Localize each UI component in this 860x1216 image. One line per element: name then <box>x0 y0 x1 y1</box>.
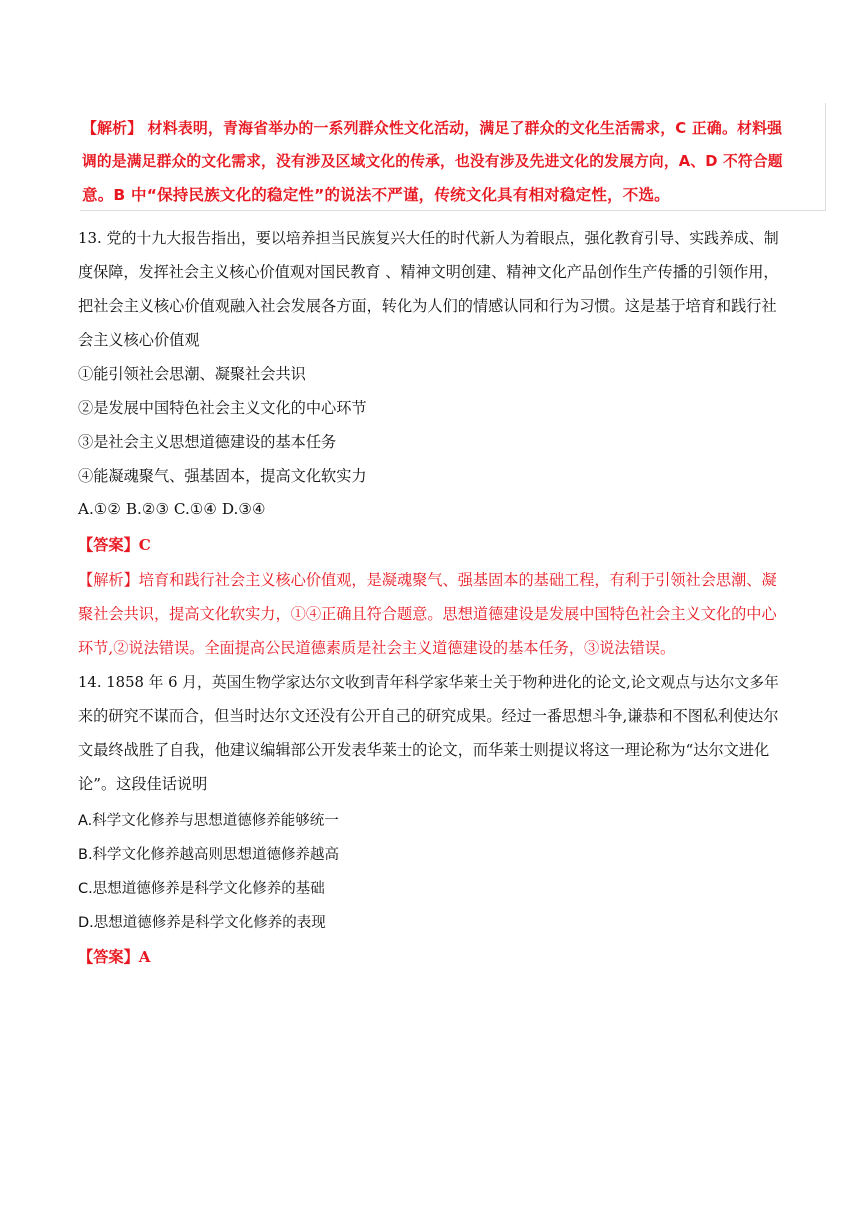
q13-analysis-line: 聚社会共识，提高文化软实力，①④正确且符合题意。思想道德建设是发展中国特色社会主义文化的中心 <box>78 605 777 623</box>
q14-option-b: B.科学文化修养越高则思想道德修养越高 <box>78 847 340 863</box>
answer-value: A <box>138 948 151 966</box>
q13-choices: A.①② B.②③ C.①④ D.③④ <box>78 500 266 518</box>
q12-analysis-line: 调的是满足群众的文化需求，没有涉及区域文化的传承，也没有涉及先进文化的发展方向，A、D 不符合题 <box>82 153 783 170</box>
q13-stem-line: 13. 党的十九大报告指出，要以培养担当民族复兴大任的时代新人为着眼点，强化教育引导、实践养成、制 <box>78 229 779 247</box>
q14-stem-line: 14. 1858 年 6 月，英国生物学家达尔文收到青年科学家华莱士关于物种进化的论文,论文观点与达尔文多年 <box>78 674 779 691</box>
q13-analysis-line: 【解析】培育和践行社会主义核心价值观，是凝魂聚气、强基固本的基础工程，有利于引领社会思潮、凝 <box>78 571 777 589</box>
q14-stem-line: 论”。这段佳话说明 <box>78 775 208 793</box>
q13-item: ②是发展中国特色社会主义文化的中心环节 <box>78 399 367 417</box>
answer-value: C <box>138 536 151 554</box>
answer-tag: 【答案】 <box>78 948 139 966</box>
q13-stem-line: 把社会主义核心价值观融入社会发展各方面，转化为人们的情感认同和行为习惯。这是基于培育和践行社 <box>78 297 777 315</box>
q12-analysis-line: 意。B 中“保持民族文化的稳定性”的说法不严谨，传统文化具有相对稳定性，不选。 <box>82 186 670 204</box>
answer-tag: 【答案】 <box>78 536 139 554</box>
q14-answer <box>78 946 151 967</box>
q13-item: ①能引领社会思潮、凝聚社会共识 <box>78 365 306 383</box>
q13-answer <box>78 534 151 555</box>
q13-stem-line: 会主义核心价值观 <box>78 331 200 349</box>
q14-stem-line: 来的研究不谋而合，但当时达尔文还没有公开自己的研究成果。经过一番思想斗争,谦恭和不图私利使达尔 <box>78 707 779 725</box>
q14-option-a: A.科学文化修养与思想道德修养能够统一 <box>78 813 339 829</box>
q14-option-c: C.思想道德修养是科学文化修养的基础 <box>78 881 325 897</box>
q13-item: ③是社会主义思想道德建设的基本任务 <box>78 433 337 451</box>
q14-stem-line: 文最终战胜了自我，他建议编辑部公开发表华莱士的论文，而华莱士则提议将这一理论称为“达尔文进化 <box>78 741 770 759</box>
q12-analysis-line: 【解析】 材料表明，青海省举办的一系列群众性文化活动，满足了群众的文化生活需求，C 正确。材料强 <box>82 119 783 137</box>
q13-stem-line: 度保障，发挥社会主义核心价值观对国民教育 、精神文明创建、精神文化产品创作生产传播的引领作用， <box>78 263 779 281</box>
q13-item: ④能凝魂聚气、强基固本，提高文化软实力 <box>78 467 367 485</box>
q14-option-d: D.思想道德修养是科学文化修养的表现 <box>78 915 326 931</box>
q13-analysis-line: 环节,②说法错误。全面提高公民道德素质是社会主义道德建设的基本任务，③说法错误。 <box>78 639 676 657</box>
